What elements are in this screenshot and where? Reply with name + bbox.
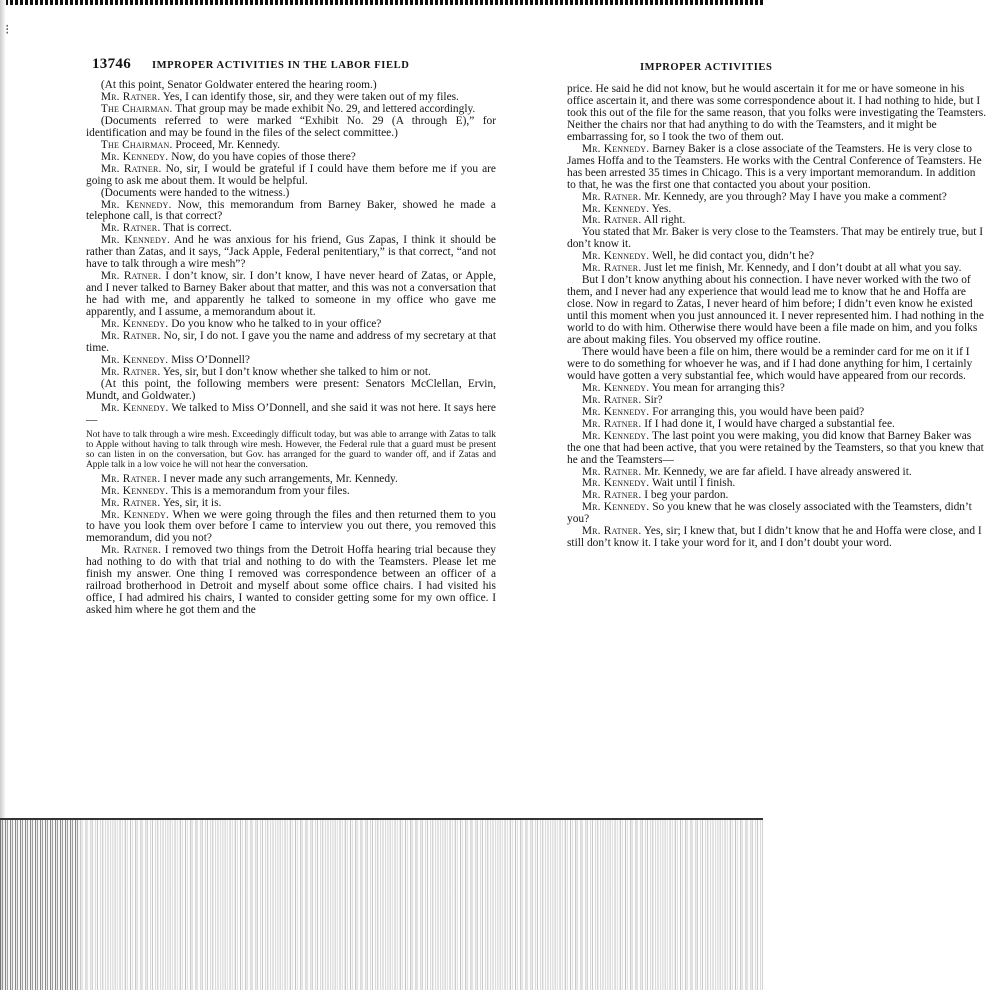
testimony-paragraph <box>86 545 496 617</box>
testimony-paragraph <box>567 502 987 526</box>
testimony-text: Now, do you have copies of those there? <box>171 150 356 163</box>
continuation-paragraph <box>567 227 987 251</box>
quoted-memorandum <box>86 430 496 470</box>
speaker-name: The Chairman. <box>100 102 173 115</box>
speaker-name: Mr. Ratner. <box>100 472 161 485</box>
speaker-name: Mr. Ratner. <box>581 525 642 538</box>
testimony-text: I beg your pardon. <box>644 489 729 502</box>
speaker-name: Mr. Kennedy. <box>581 202 650 215</box>
testimony-text: Mr. Kennedy, we are far afield. I have already answered it. <box>644 465 912 478</box>
testimony-text: Proceed, Mr. Kennedy. <box>175 138 281 151</box>
testimony-text: The last point you were making, you did know that Barney Baker was the one that had been active, that you were retained by the Teamsters, so that you knew that he and the Teamsters— <box>567 429 984 466</box>
paragraph-text: (Documents referred to were marked “Exhibit No. 29 (A through E),” for identification and may be found in the files of the select committee.) <box>86 114 496 139</box>
testimony-text: Yes. <box>651 202 672 215</box>
page-number: 13746 <box>92 56 131 72</box>
testimony-text: That is correct. <box>163 222 232 235</box>
testimony-text: That group may be made exhibit No. 29, and lettered accordingly. <box>175 102 476 115</box>
testimony-paragraph <box>86 331 496 355</box>
procedural-note <box>86 116 496 140</box>
speaker-name: Mr. Ratner. <box>581 417 642 430</box>
testimony-text: This is a memorandum from your files. <box>171 484 350 497</box>
testimony-text: Wait until I finish. <box>652 477 736 490</box>
testimony-text: All right. <box>643 214 686 227</box>
paragraph-text: You stated that Mr. Baker is very close to the Teamsters. That may be entirely true, but I don’t know it. <box>567 226 984 251</box>
testimony-paragraph <box>86 235 496 271</box>
testimony-text: No, sir, I would be grateful if I could have them before me if you are going to ask me about them. It would be helpful. <box>86 162 496 187</box>
paragraph-text: (At this point, the following members were present: Senators McClellan, Ervin, Mundt, and Goldwater.) <box>86 377 496 402</box>
testimony-text: And he was anxious for his friend, Gus Zapas, I think it should be rather than Zatas, and it says, “Jack Apple, Federal penitentiary,” is that correct, “and not have to talk through a wire mesh”? <box>86 234 496 271</box>
paragraph-text: There would have been a file on him, there would be a reminder card for me on it if I were to do something for whoever he was, and if I had done anything for him, I certainly would have gotten a very substantial fee, which would have appeared from our records. <box>567 345 973 382</box>
scan-top-edge <box>0 0 763 5</box>
speaker-name: Mr. Ratner. <box>581 489 642 502</box>
speaker-name: Mr. Ratner. <box>100 330 161 343</box>
testimony-paragraph <box>86 200 496 224</box>
speaker-name: Mr. Kennedy. <box>100 353 169 366</box>
speaker-name: Mr. Ratner. <box>581 465 642 478</box>
testimony-text: When we were going through the files and then returned them to you to have you look them over before I came to interview you out there, you removed this memorandum, did you not? <box>86 508 496 545</box>
speaker-name: Mr. Kennedy. <box>100 401 169 414</box>
speaker-name: Mr. Ratner. <box>100 222 161 235</box>
paragraph-text: (At this point, Senator Goldwater entered the hearing room.) <box>100 79 377 91</box>
running-head-right: IMPROPER ACTIVITIES <box>640 62 773 73</box>
testimony-text: If I had done it, I would have charged a substantial fee. <box>644 417 895 430</box>
scan-page-edge <box>0 818 763 820</box>
procedural-note <box>86 379 496 403</box>
testimony-paragraph <box>86 510 496 546</box>
testimony-text: Yes, sir, but I don’t know whether she talked to him or not. <box>162 365 431 378</box>
testimony-text: Miss O’Donnell? <box>171 353 250 366</box>
testimony-text: Just let me finish, Mr. Kennedy, and I don’t doubt at all what you say. <box>644 262 962 275</box>
testimony-text: Do you know who he talked to in your office? <box>171 318 382 331</box>
paragraph-text: But I don’t know anything about his connection. I have never worked with the two of them, and I never had any experience that would lead me to know that he and Hoffa are close. Now in regard to Zatas, I never heard of him before; I didn’t even know he existed until this moment when you just announced it. I never represented him. I had nothing in the world to do with him. Otherwise there would have been a file made on him, and you folks are about making files. You observed my office routine. <box>567 274 984 347</box>
speaker-name: The Chairman. <box>100 138 173 151</box>
testimony-paragraph <box>567 144 987 192</box>
speaker-name: Mr. Kennedy. <box>100 508 170 521</box>
testimony-text: For arranging this, you would have been paid? <box>652 405 865 418</box>
running-head <box>92 56 512 74</box>
scan-shadow <box>80 818 763 990</box>
speaker-name: Mr. Kennedy. <box>100 198 172 211</box>
paragraph-text: (Documents were handed to the witness.) <box>100 186 290 199</box>
speaker-name: Mr. Ratner. <box>100 162 162 175</box>
testimony-text: Barney Baker is a close associate of the Teamsters. He is very close to James Hoffa and to the Teamsters. He works with the Central Conference of Teamsters. He has been arrested 35 times in Chicago. This is a very important memorandum. In addition to that, he was the first one that contacted you about your position. <box>567 142 982 191</box>
speaker-name: Mr. Kennedy. <box>581 250 650 263</box>
continuation-paragraph <box>567 275 987 347</box>
speaker-name: Mr. Kennedy. <box>581 477 650 490</box>
continuation-paragraph <box>567 347 987 383</box>
testimony-text: You mean for arranging this? <box>651 381 785 394</box>
testimony-text: Well, he did contact you, didn’t he? <box>652 250 815 263</box>
testimony-text: Yes, sir; I knew that, but I didn’t know that he and Hoffa were close, and I still don’t know it. I take your word for it, and I don’t doubt your word. <box>567 525 982 550</box>
speaker-name: Mr. Ratner. <box>100 544 162 557</box>
testimony-text: Mr. Kennedy, are you through? May I have you make a comment? <box>644 190 947 203</box>
speaker-name: Mr. Ratner. <box>100 496 161 509</box>
testimony-text: I never made any such arrangements, Mr. Kennedy. <box>163 472 398 485</box>
speaker-name: Mr. Kennedy. <box>581 501 650 514</box>
testimony-text: So you knew that he was closely associated with the Teamsters, didn’t you? <box>567 501 972 526</box>
speaker-name: Mr. Ratner. <box>100 90 161 103</box>
speaker-name: Mr. Ratner. <box>581 214 642 227</box>
testimony-paragraph <box>86 164 496 188</box>
speaker-name: Mr. Kennedy. <box>581 405 650 418</box>
testimony-paragraph <box>86 271 496 319</box>
speaker-name: Mr. Ratner. <box>581 393 642 406</box>
speaker-name: Mr. Kennedy. <box>100 318 169 331</box>
speaker-name: Mr. Kennedy. <box>581 381 650 394</box>
speaker-name: Mr. Kennedy. <box>100 150 169 163</box>
speaker-name: Mr. Ratner. <box>581 262 642 275</box>
testimony-text: I don’t know, sir. I don’t know, I have never heard of Zatas, or Apple, and I never talked to Barney Baker about that matter, and this was not a conversation that he had with me, and apparently he talked to someone in my office who gave me apparently, and I assume, a memorandum about it. <box>86 270 496 319</box>
quote-text: Not have to talk through a wire mesh. Exceedingly difficult today, but was able to arrange with Zatas to talk to Apple without having to talk through wire mesh. However, the Federal rule that a guard must be present so can listen in on the conversation, but Gov. has arranged for the guard to wander off, and if Zatas and Apple talk in a low voice he will not hear the conversation. <box>86 429 496 470</box>
testimony-paragraph <box>567 431 987 467</box>
speaker-name: Mr. Kennedy. <box>100 234 171 247</box>
left-column <box>86 80 496 750</box>
page-title: IMPROPER ACTIVITIES IN THE LABOR FIELD <box>151 60 410 71</box>
speaker-name: Mr. Kennedy. <box>581 429 650 442</box>
testimony-text: Yes, sir, it is. <box>162 496 222 509</box>
paragraph-text: price. He said he did not know, but he would ascertain it for me or have someone in his office ascertain it, and there was some correspondence about it. I had nothing to hide, but I took this out of the file for the same reason, that you folks were investigating the Teamsters. Neither the chairs nor that had anything to do with the Teamsters, and it might be embarrassing for, so I took the two of them out. <box>567 83 987 143</box>
speaker-name: Mr. Kennedy. <box>100 484 169 497</box>
testimony-paragraph <box>567 526 987 550</box>
testimony-text: We talked to Miss O’Donnell, and she said it was not here. It says here— <box>86 401 496 426</box>
testimony-text: Sir? <box>644 393 663 406</box>
speaker-name: Mr. Ratner. <box>581 190 642 203</box>
right-column-text <box>567 84 987 550</box>
testimony-text: Yes, I can identify those, sir, and they were taken out of my files. <box>162 90 459 103</box>
testimony-text: No, sir, I do not. I gave you the name and address of my secretary at that time. <box>86 330 496 354</box>
right-column <box>567 83 987 774</box>
speaker-name: Mr. Kennedy. <box>581 142 650 155</box>
testimony-paragraph <box>86 403 496 427</box>
scan-mark: ⁝ <box>5 23 10 38</box>
speaker-name: Mr. Ratner. <box>100 365 161 378</box>
testimony-text: Now, this memorandum from Barney Baker, showed he made a telephone call, is that correct? <box>86 198 496 223</box>
testimony-text: I removed two things from the Detroit Hoffa hearing trial because they had nothing to do with that trial and nothing to do with the Teamsters. Please let me finish my answer. One thing I removed was correspondence between an officer of a railroad brotherhood in Detroit and myself about some office chairs. I had visited his office, I had admired his chairs, I wanted to consider getting some for my own office. I asked him where he got them and the <box>86 544 496 617</box>
speaker-name: Mr. Ratner. <box>100 270 162 283</box>
continuation-paragraph <box>567 84 987 144</box>
